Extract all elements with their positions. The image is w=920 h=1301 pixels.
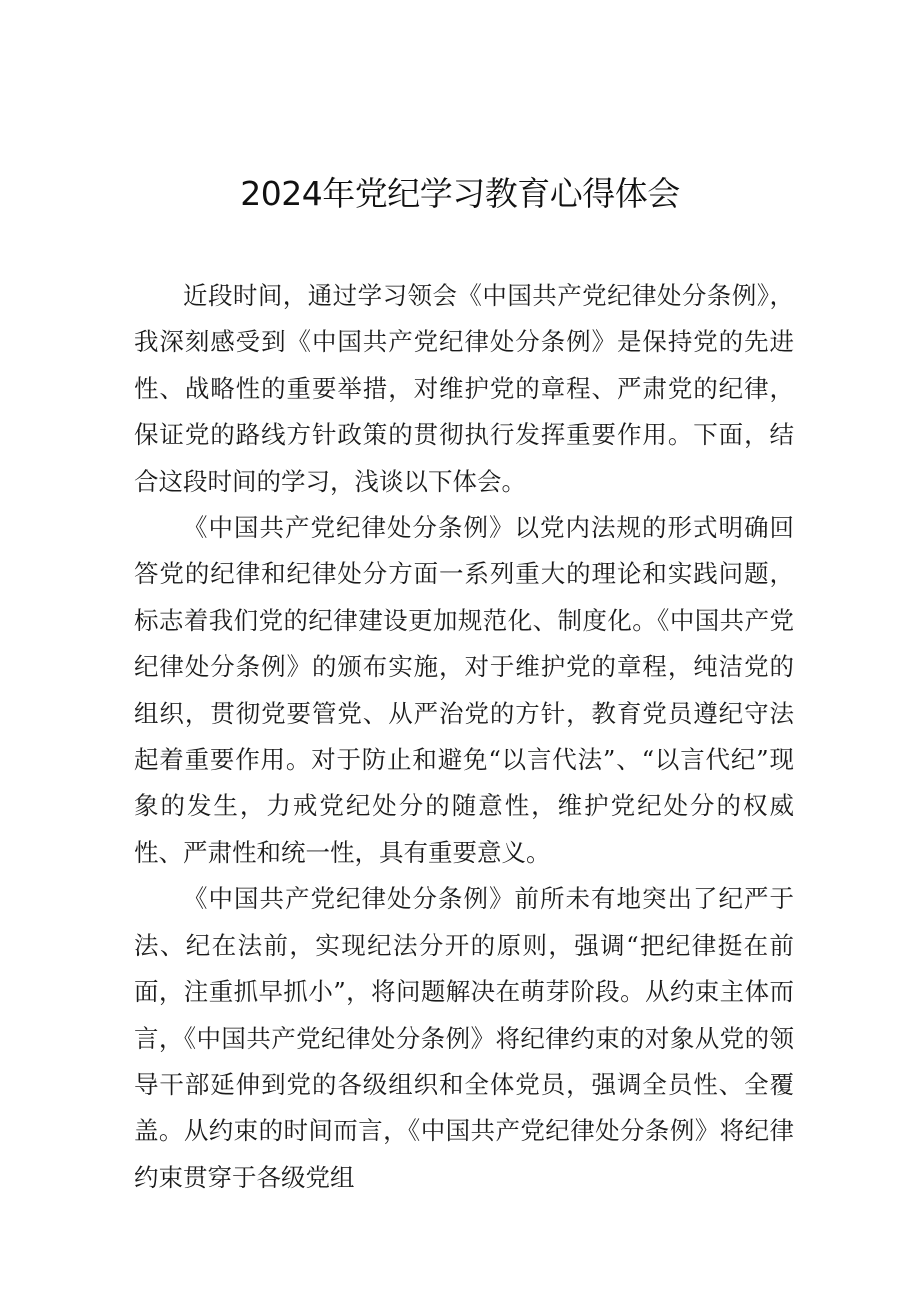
document-body (134, 273, 794, 1201)
paragraph-3: 《中国共产党纪律处分条例》前所未有地突出了纪严于法、纪在法前，实现纪法分开的原则，强调“把纪律挺在前面，注重抓早抓小”，将问题解决在萌芽阶段。从约束主体而言，《中国共产党纪律处分条例》将纪律约束的对象从党的领导干部延伸到党的各级组织和全体党员，强调全员性、全覆盖。从约束的时间而言，《中国共产党纪律处分条例》将纪律约束贯穿于各级党组 (134, 884, 794, 1192)
paragraph-1: 近段时间，通过学习领会《中国共产党纪律处分条例》，我深刻感受到《中国共产党纪律处分条例》是保持党的先进性、战略性的重要举措，对维护党的章程、严肃党的纪律，保证党的路线方针政策的贯彻执行发挥重要作用。下面，结合这段时间的学习，浅谈以下体会。 (134, 281, 794, 496)
paragraph-2: 《中国共产党纪律处分条例》以党内法规的形式明确回答党的纪律和纪律处分方面一系列重大的理论和实践问题，标志着我们党的纪律建设更加规范化、制度化。《中国共产党纪律处分条例》的颁布实施，对于维护党的章程，纯洁党的组织，贯彻党要管党、从严治党的方针，教育党员遵纪守法起着重要作用。对于防止和避免“以言代法”、“以言代纪”现象的发生，力戒党纪处分的随意性，维护党纪处分的权威性、严肃性和统一性，具有重要意义。 (134, 513, 794, 867)
document-title: 2024年党纪学习教育心得体会 (240, 174, 680, 213)
